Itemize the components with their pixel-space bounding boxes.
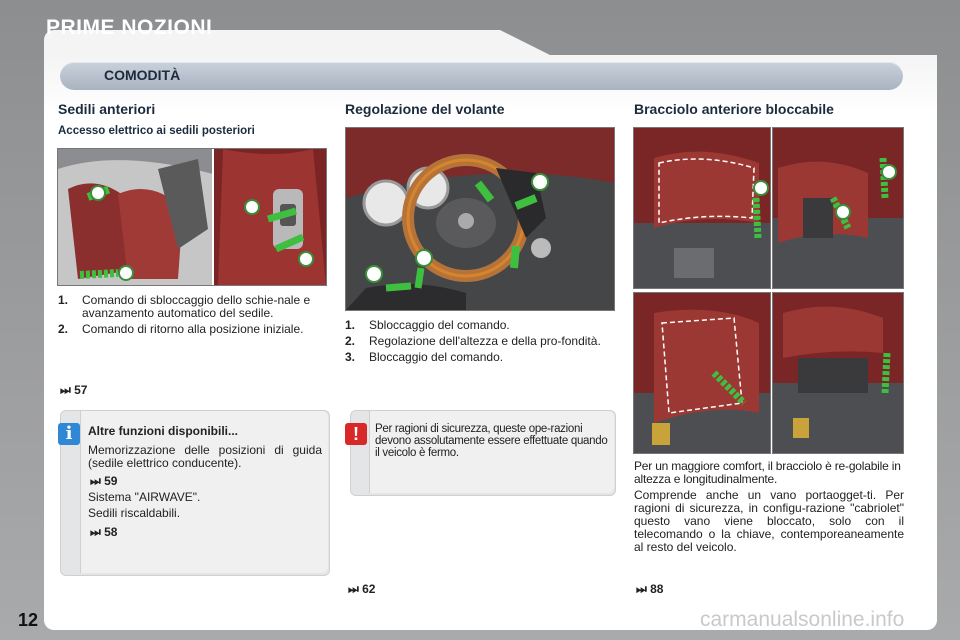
list-item xyxy=(345,335,615,348)
seat-instructions-list xyxy=(58,294,328,339)
section-band-title: COMODITÀ xyxy=(104,67,181,83)
list-item-number: 2. xyxy=(345,334,356,348)
list-item-number: 1. xyxy=(58,293,69,307)
armrest-para-storage: Comprende anche un vano portaogget-ti. Per ragioni di sicurezza, in configu-razione "cabriolet" questo vano viene bloccato, solo con il telecomando o la chiave, contemporeaneamente al resto del veicolo. xyxy=(634,488,904,554)
warning-icon: ! xyxy=(345,423,367,445)
list-item xyxy=(58,323,328,336)
list-item-number: 2. xyxy=(58,322,69,336)
armrest-photo-top-left xyxy=(633,127,771,289)
heading-armrest: Bracciolo anteriore bloccabile xyxy=(634,101,834,117)
list-item xyxy=(345,351,615,364)
list-item-text: Bloccaggio del comando. xyxy=(369,350,504,364)
heading-steering-wheel: Regolazione del volante xyxy=(345,101,505,117)
armrest-photo-top-right xyxy=(772,127,904,289)
steering-instructions-list xyxy=(345,319,615,367)
page-reference-62[interactable]: ⏭ 62 xyxy=(348,582,376,596)
page-reference-57[interactable]: ⏭ 57 xyxy=(60,383,88,397)
armrest-illustration-2 xyxy=(773,128,903,288)
page-reference-59[interactable]: ⏭ 59 xyxy=(90,474,118,488)
steering-photo xyxy=(345,127,615,311)
section-band xyxy=(60,62,903,90)
info-box-text-memory: Memorizzazione delle posizioni di guida (sedile elettrico conducente). xyxy=(88,443,322,470)
warning-text: Per ragioni di sicurezza, queste ope-razioni devono assolutamente essere effettuate quando il veicolo è fermo. xyxy=(375,423,608,459)
seat-illustration xyxy=(58,149,326,285)
list-item-text: Regolazione dell'altezza e della pro-fondità. xyxy=(369,334,601,348)
page-number: 12 xyxy=(18,610,39,630)
info-box-text-airwave: Sistema "AIRWAVE". xyxy=(88,490,201,504)
list-item xyxy=(345,319,615,332)
list-item xyxy=(58,294,328,320)
list-item-text: Comando di ritorno alla posizione iniziale. xyxy=(82,322,304,336)
armrest-para-comfort: Per un maggiore comfort, il bracciolo è re-golabile in altezza e longitudinalmente. xyxy=(634,459,901,486)
heading-front-seats: Sedili anteriori xyxy=(58,101,156,117)
armrest-illustration-3 xyxy=(634,293,770,453)
page-title: PRIME NOZIONI xyxy=(46,16,213,39)
page-reference-58[interactable]: ⏭ 58 xyxy=(90,525,118,539)
armrest-photo-bottom-right xyxy=(772,292,904,454)
armrest-illustration-1 xyxy=(634,128,770,288)
list-item-number: 1. xyxy=(345,318,356,332)
page-reference-88[interactable]: ⏭ 88 xyxy=(636,582,664,596)
subheading-rear-access: Accesso elettrico ai sedili posteriori xyxy=(58,125,255,137)
list-item-text: Comando di sbloccaggio dello schie-nale e avanzamento automatico del sedile. xyxy=(82,293,311,320)
armrest-photo-bottom-left xyxy=(633,292,771,454)
armrest-illustration-4 xyxy=(773,293,903,453)
list-item-text: Sbloccaggio del comando. xyxy=(369,318,510,332)
list-item-number: 3. xyxy=(345,350,356,364)
info-icon: i xyxy=(58,423,80,445)
seat-photo xyxy=(57,148,327,286)
watermark: carmanualsonline.info xyxy=(700,608,905,631)
info-box-title: Altre funzioni disponibili... xyxy=(88,424,238,438)
info-box-text-heated: Sedili riscaldabili. xyxy=(88,506,181,520)
steering-illustration xyxy=(346,128,614,310)
